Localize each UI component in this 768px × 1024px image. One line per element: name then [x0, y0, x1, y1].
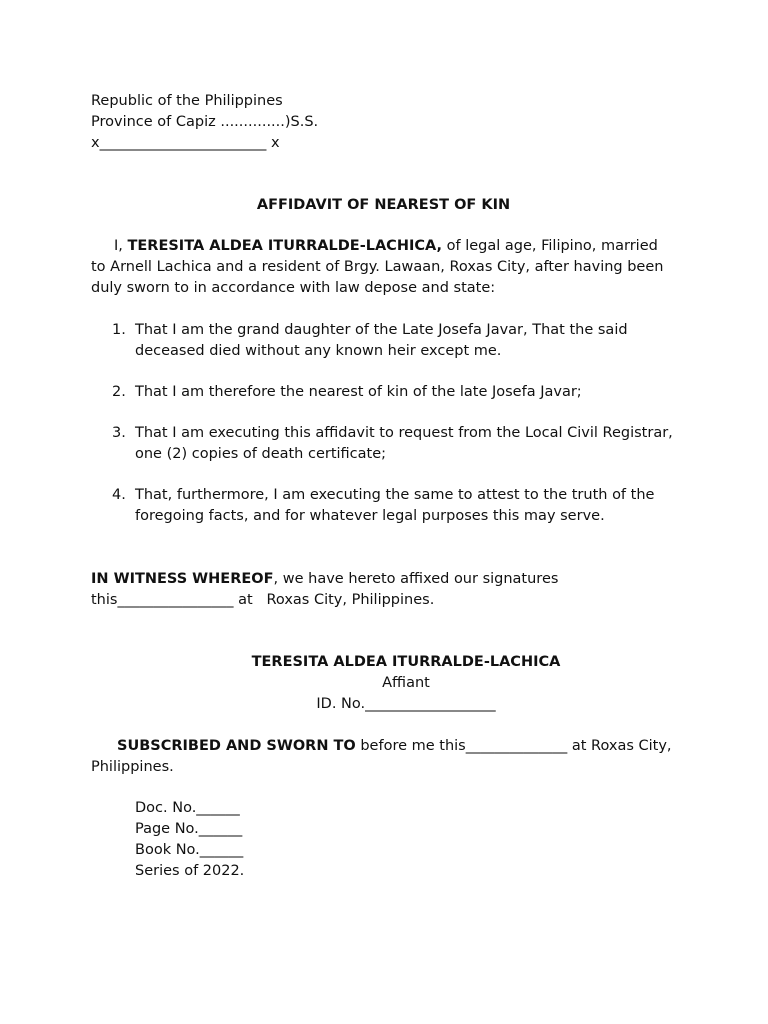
list-item [91, 423, 691, 465]
intro-text [91, 236, 676, 299]
list-item [91, 485, 691, 527]
intro-paragraph [91, 236, 676, 299]
witness-paragraph [91, 569, 691, 611]
affiant-signature-name: TERESITA ALDEA ITURRALDE-LACHICA [251, 654, 561, 670]
page-number: Page No.______ [135, 821, 243, 837]
jurat-bold: SUBSCRIBED AND SWORN TO [117, 738, 356, 754]
witness-bold: IN WITNESS WHEREOF [91, 571, 274, 587]
affiant-id-line: ID. No.__________________ [316, 696, 496, 712]
list-item [91, 320, 691, 362]
doc-number: Doc. No.______ [135, 800, 240, 816]
jurat-paragraph [91, 736, 676, 778]
list-item-number: 3. [112, 425, 126, 441]
header-case-line: x_______________________ x [91, 135, 280, 151]
intro-rest: of legal age, Filipino, married to Arnell Lachica and a resident of Brgy. Lawaan, Roxas City, after having been duly sworn to in accordance with law depose and state: [91, 238, 664, 296]
header-province: Province of Capiz ..............)S.S. [91, 114, 319, 130]
jurat-rest: before me this______________ at Roxas City, Philippines. [91, 738, 672, 775]
list-item-text: That I am executing this affidavit to request from the Local Civil Registrar, one (2) copies of death certificate; [135, 425, 673, 462]
signature-block [91, 652, 721, 715]
header-republic: Republic of the Philippines [91, 93, 283, 109]
document-title: AFFIDAVIT OF NEAREST OF KIN [256, 197, 511, 213]
affiant-role: Affiant [382, 675, 430, 691]
list-item-text: That, furthermore, I am executing the same to attest to the truth of the foregoing facts, and for whatever legal purposes this may serve. [135, 487, 655, 524]
affiant-name-inline: TERESITA ALDEA ITURRALDE-LACHICA, [127, 238, 442, 254]
statement-list [91, 320, 691, 547]
witness-rest: , we have hereto affixed our signatures [273, 571, 559, 587]
witness-line-1 [91, 569, 691, 590]
list-item-number: 2. [112, 384, 126, 400]
document-header [91, 91, 318, 154]
notarial-register [91, 798, 244, 882]
book-number: Book No.______ [135, 842, 244, 858]
list-item-number: 4. [112, 487, 126, 503]
series-year: Series of 2022. [135, 863, 245, 879]
intro-prefix: I, [114, 238, 128, 254]
list-item-text: That I am the grand daughter of the Late Josefa Javar, That the said deceased died without any known heir except me. [135, 322, 628, 359]
list-item-number: 1. [112, 322, 126, 338]
jurat-text [91, 736, 676, 778]
witness-line-2: this________________ at Roxas City, Philippines. [91, 592, 435, 608]
list-item-text: That I am therefore the nearest of kin of the late Josefa Javar; [135, 384, 582, 400]
list-item [91, 382, 691, 403]
